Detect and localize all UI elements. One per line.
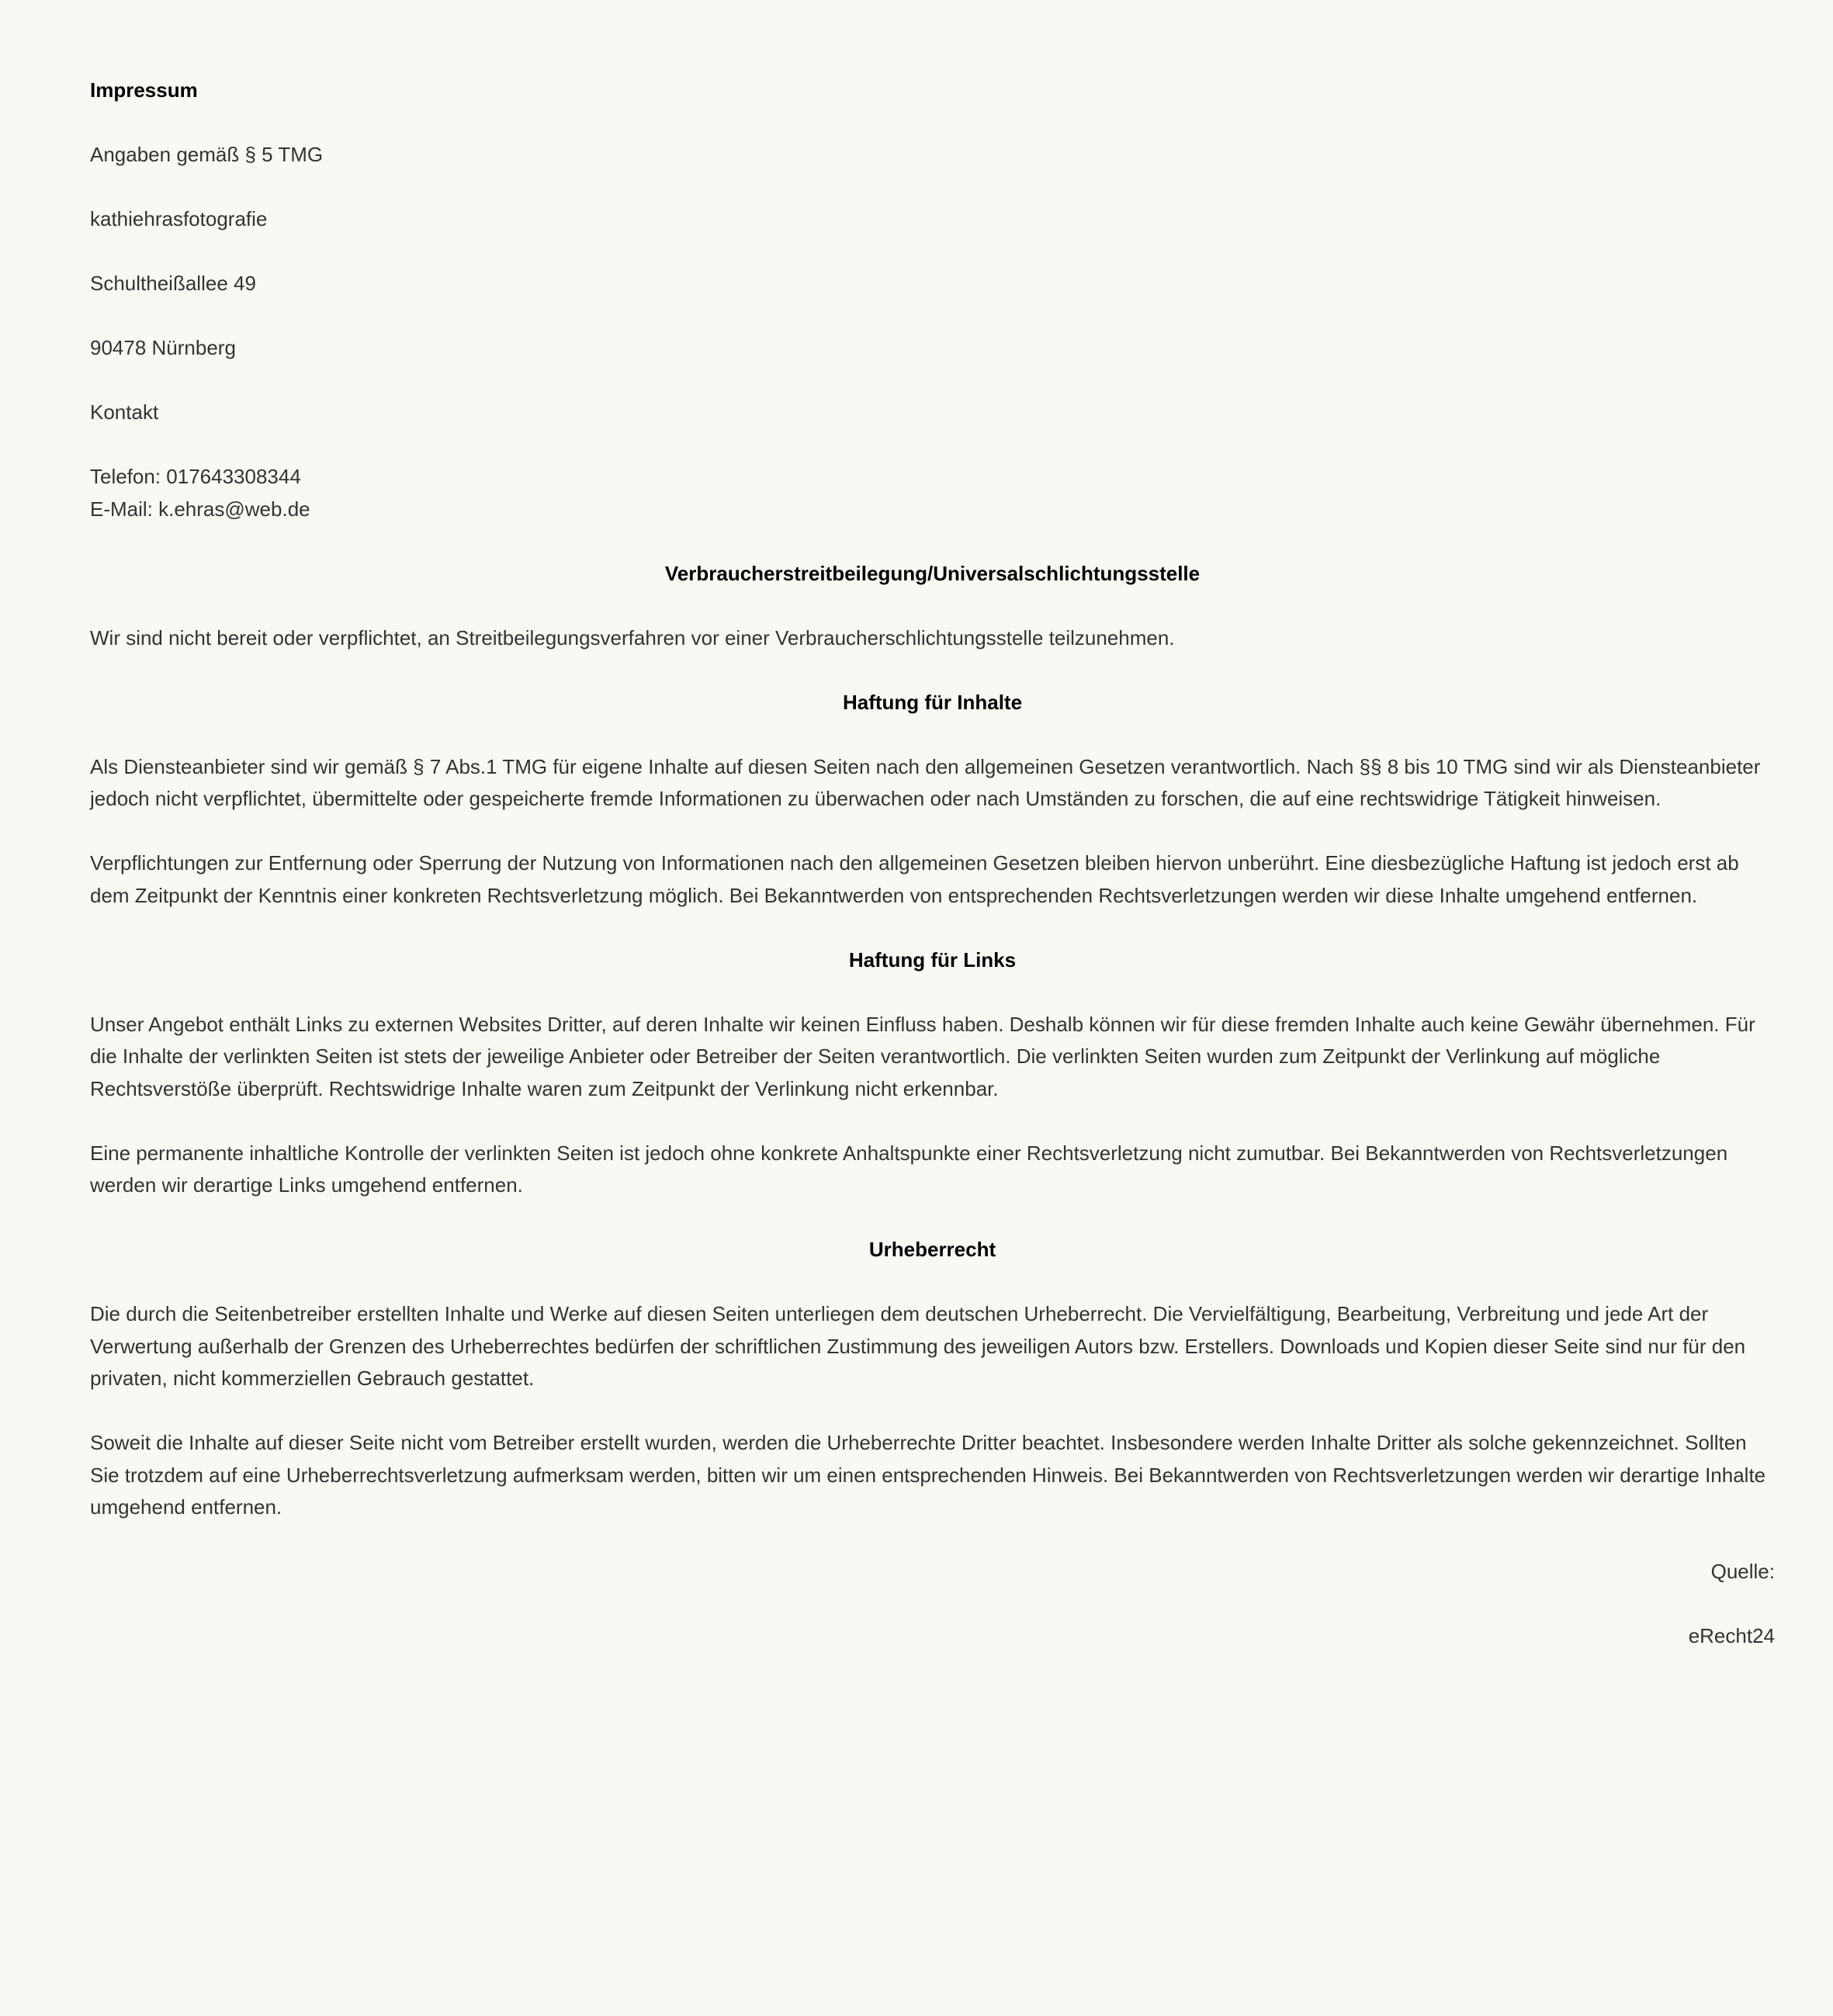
street-address: Schultheißallee 49 xyxy=(90,272,256,295)
verbraucher-heading: Verbraucherstreitbeilegung/Universalschlichtungsstelle xyxy=(664,561,1201,585)
haftung-links-paragraph-1: Unser Angebot enthält Links zu externen Websites Dritter, auf deren Inhalte wir keinen Einfluss haben. Deshalb können wir für diese fremden Inhalte auch keine Gewähr übernehmen. Für die Inhalte der verlinkten Seiten ist stets der jeweilige Anbieter oder Betreiber der Seiten verantwortlich. Die verlinkten Seiten wurden zum Zeitpunkt der Verlinkung auf mögliche Rechtsverstöße überprüft. Rechtswidrige Inhalte waren zum Zeitpunkt der Verlinkung nicht erkennbar. xyxy=(90,1012,1755,1100)
urheberrecht-paragraph-1: Die durch die Seitenbetreiber erstellten Inhalte und Werke auf diesen Seiten unterliegen dem deutschen Urheberrecht. Die Vervielfältigung, Bearbeitung, Verbreitung und jede Art der Verwertung außerhalb der Grenzen des Urheberrechtes bedürfen der schriftlichen Zustimmung des jeweiligen Autors bzw. Erstellers. Downloads und Kopien dieser Seite sind nur für den privaten, nicht kommerziellen Gebrauch gestattet. xyxy=(90,1302,1746,1390)
source-label: Quelle: xyxy=(1710,1560,1775,1583)
email-text: E-Mail: k.ehras@web.de xyxy=(90,497,310,521)
page-title: Impressum xyxy=(90,78,198,102)
haftung-inhalte-paragraph-1: Als Diensteanbieter sind wir gemäß § 7 Abs.1 TMG für eigene Inhalte auf diesen Seiten nach den allgemeinen Gesetzen verantwortlich. Nach §§ 8 bis 10 TMG sind wir als Diensteanbieter jedoch nicht verpflichtet, übermittelte oder gespeicherte fremde Informationen zu überwachen oder nach Umständen zu forschen, die auf eine rechtswidrige Tätigkeit hinweisen. xyxy=(90,754,1761,810)
telefon-text: Telefon: 017643308344 xyxy=(90,465,301,488)
urheberrecht-paragraph-2: Soweit die Inhalte auf dieser Seite nicht vom Betreiber erstellt wurden, werden die Urheberrechte Dritter beachtet. Insbesondere werden Inhalte Dritter als solche gekennzeichnet. Sollten Sie trotzdem auf eine Urheberrechtsverletzung aufmerksam werden, bitten wir um einen entsprechenden Hinweis. Bei Bekanntwerden von Rechtsverletzungen werden wir derartige Inhalte umgehend entfernen. xyxy=(90,1431,1766,1519)
angaben-text: Angaben gemäß § 5 TMG xyxy=(90,143,324,166)
haftung-inhalte-paragraph-2: Verpflichtungen zur Entfernung oder Sperrung der Nutzung von Informationen nach den allgemeinen Gesetzen bleiben hiervon unberührt. Eine diesbezügliche Haftung ist jedoch erst ab dem Zeitpunkt der Kenntnis einer konkreten Rechtsverletzung möglich. Bei Bekanntwerden von entsprechenden Rechtsverletzungen werden wir diese Inhalte umgehend entfernen. xyxy=(90,851,1739,907)
contact-block xyxy=(90,461,1775,525)
company-name: kathiehrasfotografie xyxy=(90,207,268,230)
urheberrecht-heading: Urheberrecht xyxy=(868,1238,996,1261)
verbraucher-paragraph: Wir sind nicht bereit oder verpflichtet, an Streitbeilegungsverfahren vor einer Verbraucherschlichtungsstelle teilzunehmen. xyxy=(90,625,1175,649)
haftung-links-paragraph-2: Eine permanente inhaltliche Kontrolle der verlinkten Seiten ist jedoch ohne konkrete Anhaltspunkte einer Rechtsverletzung nicht zumutbar. Bei Bekanntwerden von Rechtsverletzungen werden wir derartige Links umgehend entfernen. xyxy=(90,1141,1728,1197)
source-name: eRecht24 xyxy=(1688,1624,1775,1647)
city-address: 90478 Nürnberg xyxy=(90,336,236,359)
haftung-links-heading: Haftung für Links xyxy=(848,947,1017,972)
haftung-inhalte-heading: Haftung für Inhalte xyxy=(842,690,1023,714)
kontakt-label: Kontakt xyxy=(90,400,159,424)
impressum-page xyxy=(90,74,1775,1685)
